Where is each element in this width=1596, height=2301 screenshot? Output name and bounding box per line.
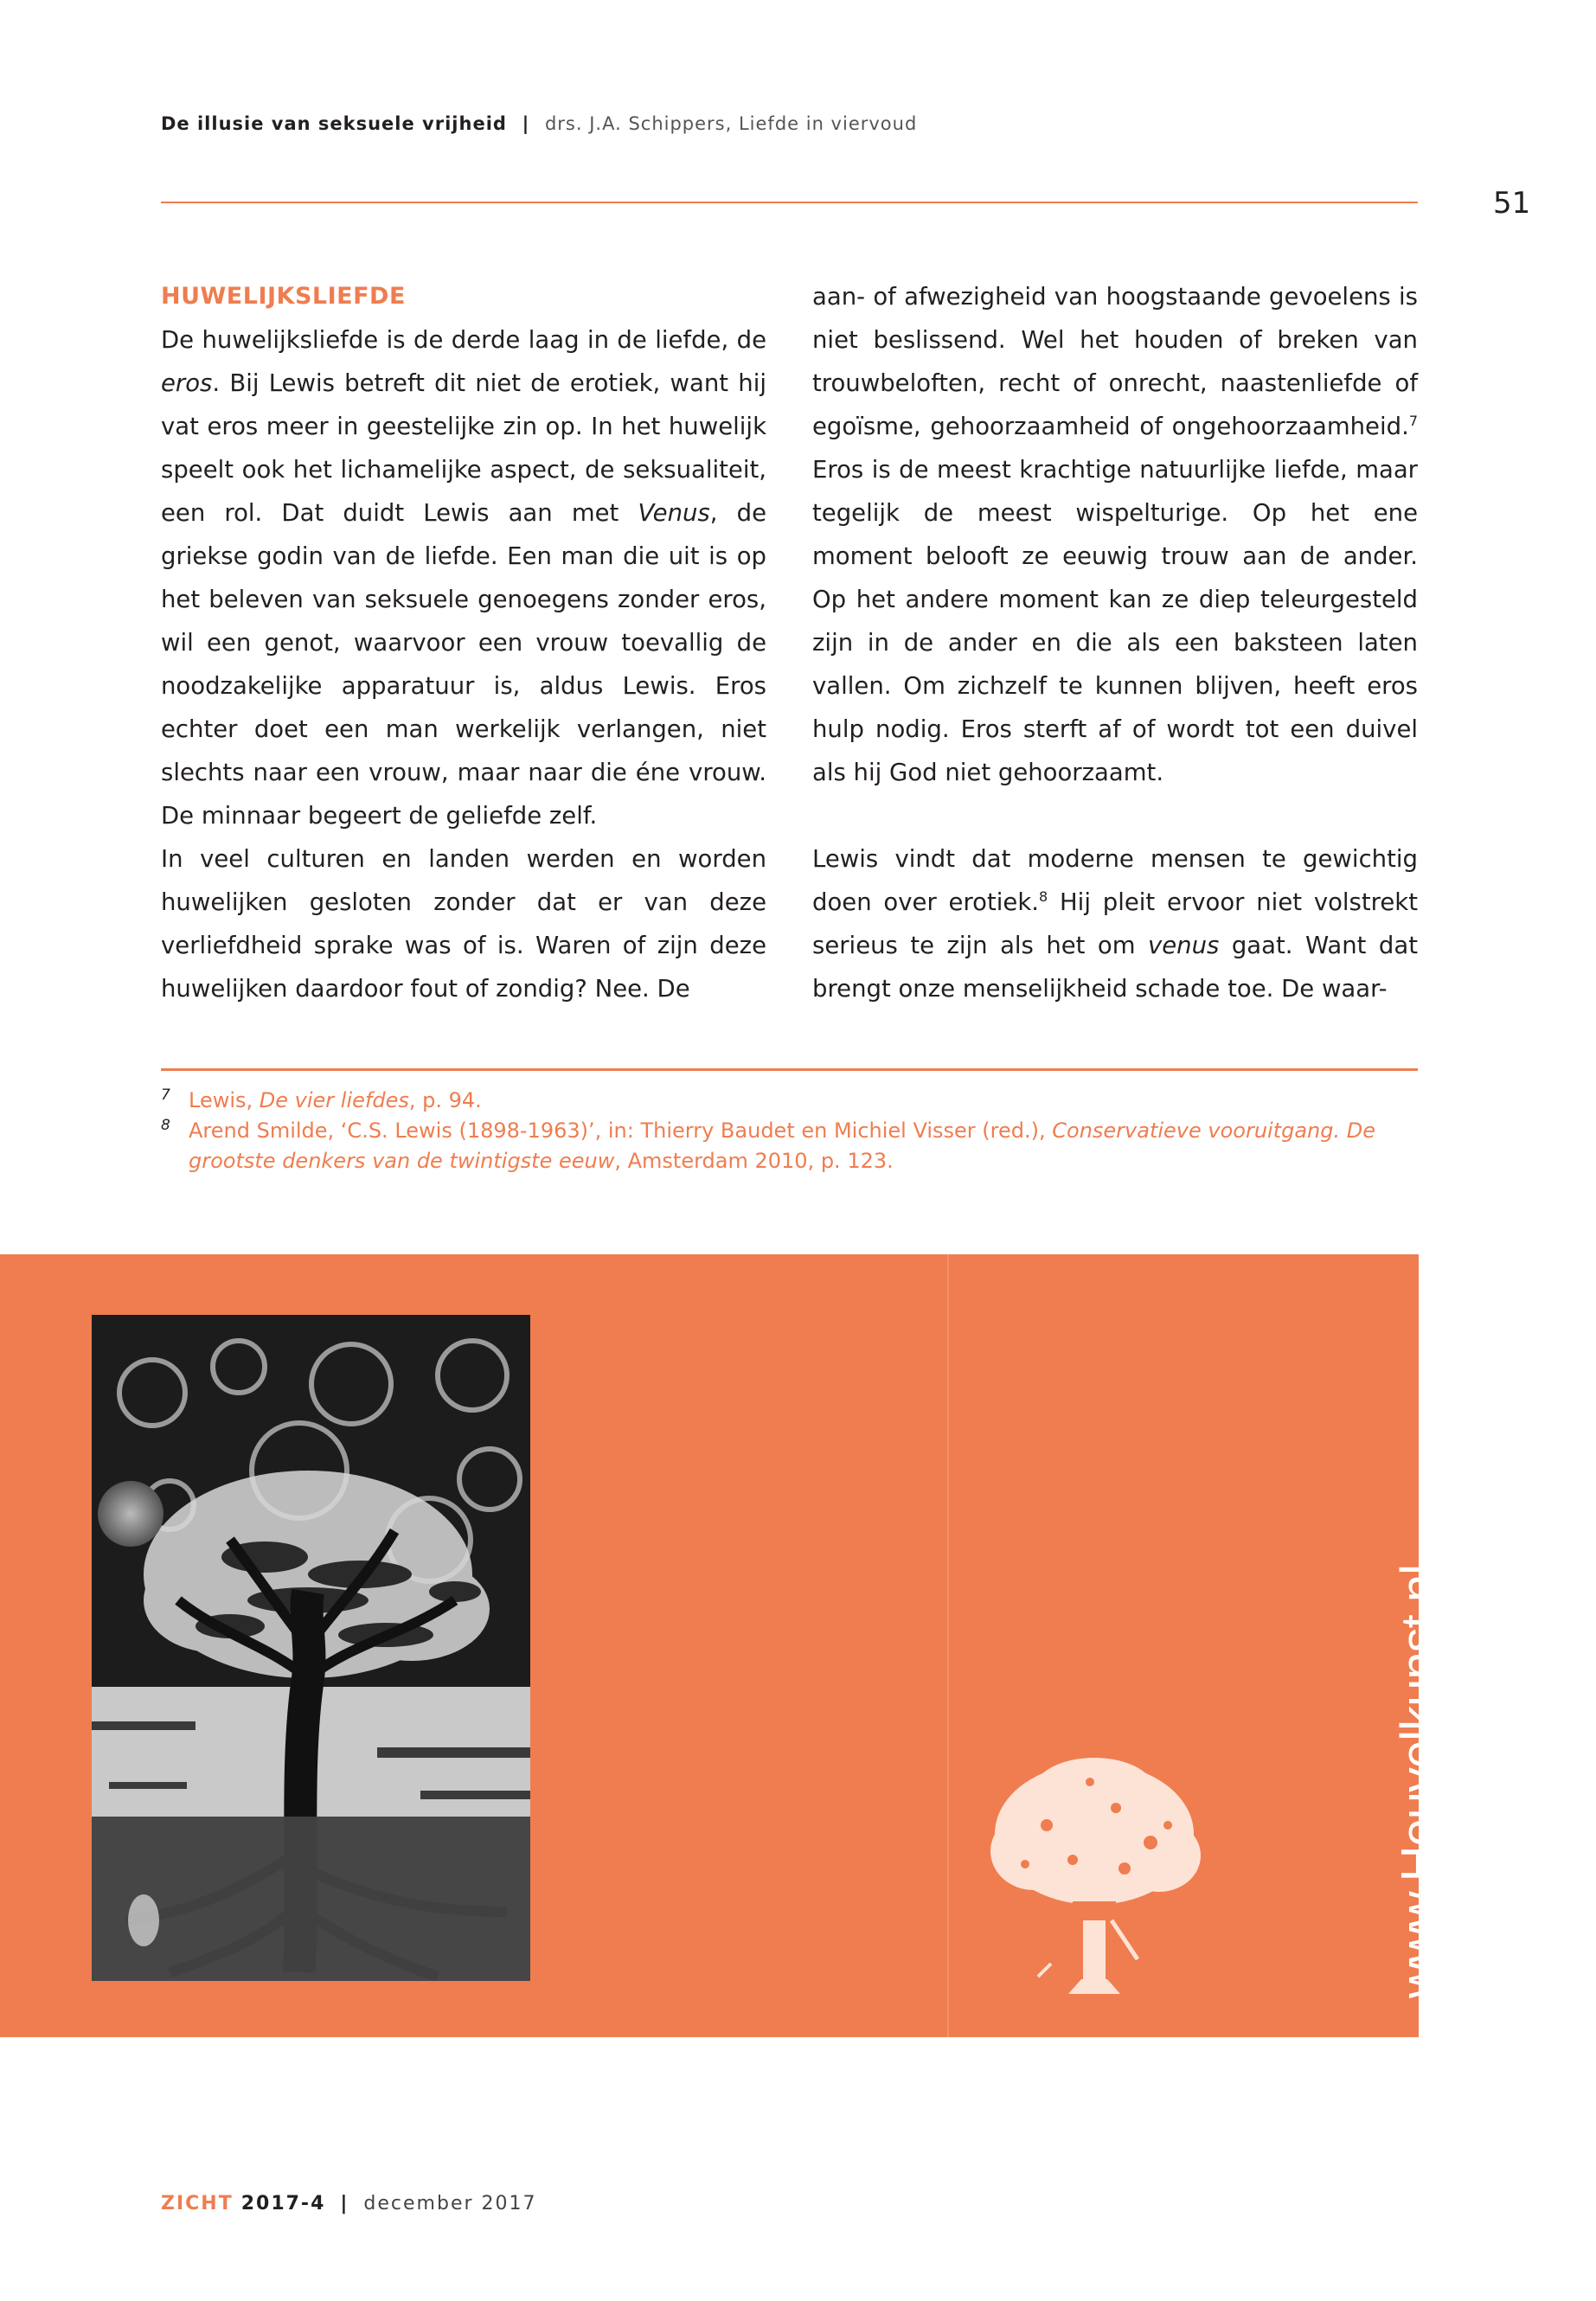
footnote-number: 8 [161,1117,170,1134]
issue-number: 2017-4 [240,2193,326,2214]
right-column [812,275,1418,1010]
issue-date: december 2017 [363,2193,537,2214]
footnote-rule [161,1068,1418,1071]
article-title: De illusie van seksuele vrijheid [161,113,507,134]
advertisement-banner[interactable] [0,1254,1501,2037]
footnote-ref: 7 [1408,412,1418,429]
footnote-number: 7 [161,1086,170,1104]
advertisement-text [1393,1322,1500,1998]
footnotes [161,1086,1433,1176]
footnote-ref: 8 [1039,888,1048,905]
paragraph: In veel culturen en landen werden en worden huwelijken gesloten zonder dat er van deze verliefdheid sprake was of is. Waren of zijn deze huwelijken daardoor fout of zondig? Nee. De [161,845,766,1003]
header-separator: | [522,113,530,134]
header-rule [161,202,1418,203]
running-header [161,113,917,134]
advertiser-url[interactable]: www.Heuvelkunst.nl [1391,1565,1447,1998]
footnote-item: 7 Lewis, De vier liefdes, p. 94. [161,1086,1433,1116]
paragraph: Lewis vindt dat moderne mensen te gewichtig doen over erotiek.$^8$ Hij pleit ervoor niet volstrekt serieus te zijn als het om venus gaat. Want dat brengt onze menselijkheid schade toe. De waar- [812,845,1418,1003]
treehouse-tree-icon [986,1756,1202,2007]
article-author: drs. J.A. Schippers, Liefde in viervoud [544,113,918,134]
advertiser-tagline: Architectuur & Beeldende kunst [1445,1321,1501,1998]
page-number: 51 [1493,186,1531,221]
paragraph: aan- of afwezigheid van hoogstaande gevoelens is niet beslissend. Wel het houden of breken van trouwbeloften, recht of onrecht, naastenliefde of egoïsme, gehoorzaamheid of ongehoorzaamheid.$^7$ Eros is de meest krachtige natuurlijke liefde, maar tegelijk de meest wispelturige. Op het ene moment belooft ze eeuwig trouw aan de ander. Op het andere moment kan ze diep teleurgesteld zijn in de ander en die als een baksteen laten vallen. Om zichzelf te kunnen blijven, heeft eros hulp nodig. Eros sterft af of wordt tot een duivel als hij God niet gehoorzaamt. [812,283,1418,786]
section-heading: HUWELIJKSLIEFDE [161,283,406,310]
paragraph: De huwelijksliefde is de derde laag in de liefde, de eros. Bij Lewis betreft dit niet de erotiek, want hij vat eros meer in geestelijke zin op. In het huwelijk speelt ook het lichamelijke aspect, de seksualiteit, een rol. Dat duidt Lewis aan met Venus, de griekse godin van de liefde. Een man die uit is op het beleven van seksuele genoegens zonder eros, wil een genot, waarvoor een vrouw toevallig de noodzakelijke apparatuur is, aldus Lewis. Eros echter doet een man werkelijk verlangen, niet slechts naar een vrouw, maar naar die éne vrouw. De minnaar begeert de geliefde zelf. [161,326,767,830]
tree-painting-icon [92,1315,530,1981]
footnote-item: 8 Arend Smilde, ‘C.S. Lewis (1898-1963)’, in: Thierry Baudet en Michiel Visser (red.), Conservatieve vooruitgang. De grootste denkers van de twintigste eeuw, Amsterdam 2010, p. 123. [161,1116,1433,1176]
left-column [161,275,766,1010]
banner-divider [947,1254,949,2037]
footer-separator: | [340,2193,349,2214]
magazine-name: ZICHT [161,2193,234,2214]
footer-folio [161,2193,537,2214]
